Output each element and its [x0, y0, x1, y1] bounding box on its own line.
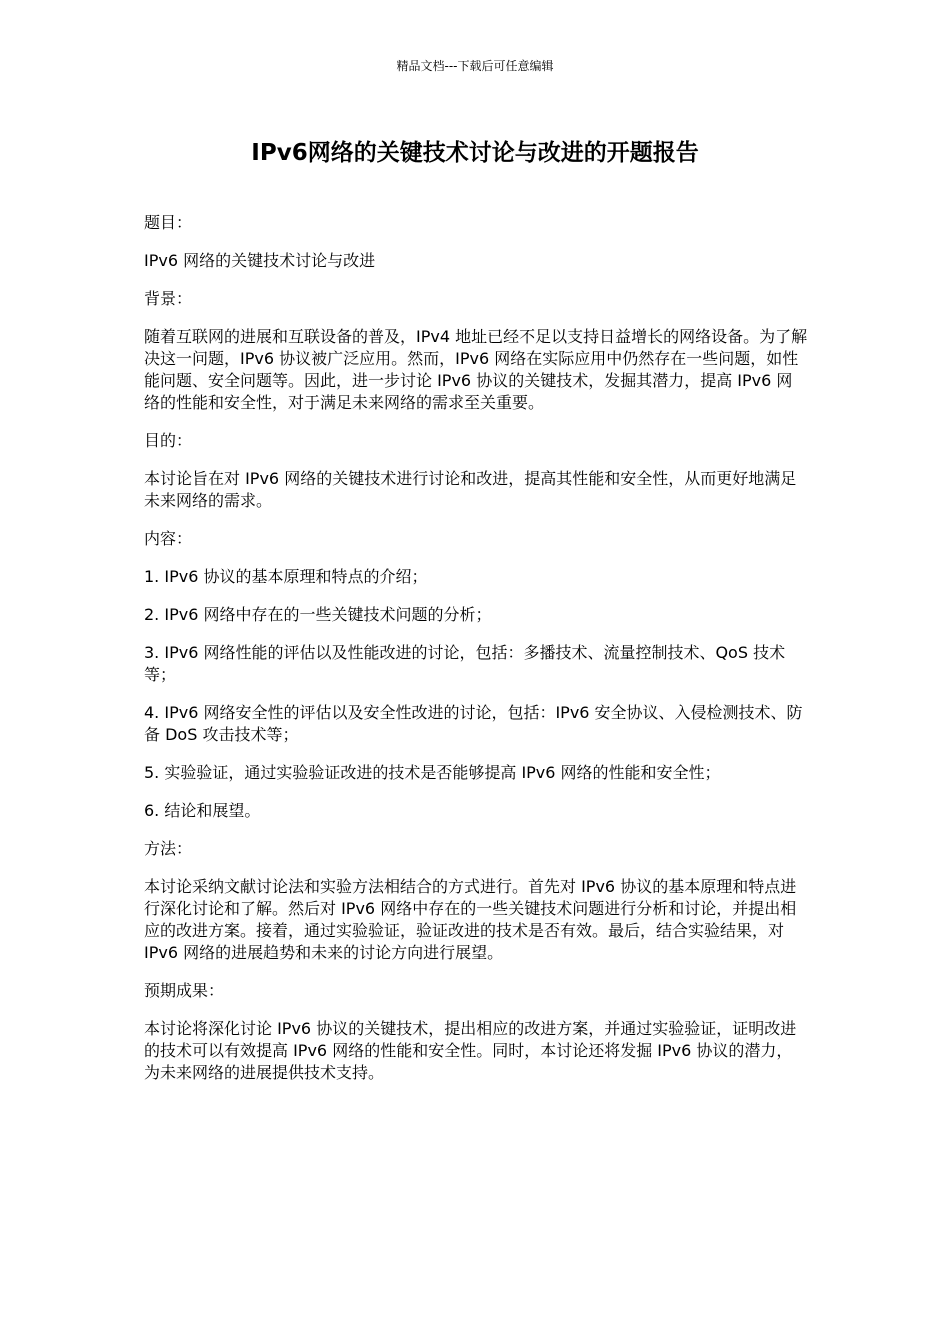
background-text: 随着互联网的进展和互联设备的普及，IPv4 地址已经不足以支持日益增长的网络设备。为了解决这一问题，IPv6 协议被广泛应用。然而，IPv6 网络在实际应用中仍然存在一些问题，如性能问题、安全问题等。因此，进一步讨论 IPv6 协议的关键技术，发掘其潜力，提高 IPv6 网络的性能和安全性，对于满足未来网络的需求至关重要。 — [144, 327, 808, 412]
document-body — [144, 212, 808, 1100]
document-title: IPv6网络的关键技术讨论与改进的开题报告 — [251, 140, 699, 166]
topic-text: IPv6 网络的关键技术讨论与改进 — [144, 251, 376, 270]
section-label-expected-results: 预期成果： — [144, 981, 225, 1000]
content-item-1: 1. IPv6 协议的基本原理和特点的介绍； — [144, 567, 428, 586]
section-label-topic: 题目： — [144, 213, 193, 232]
expected-results-text: 本讨论将深化讨论 IPv6 协议的关键技术，提出相应的改进方案，并通过实验验证，证明改进的技术可以有效提高 IPv6 网络的性能和安全性。同时，本讨论还将发掘 IPv6 协议的潜力，为未来网络的进展提供技术支持。 — [144, 1019, 797, 1082]
content-item-3: 3. IPv6 网络性能的评估以及性能改进的讨论，包括：多播技术、流量控制技术、QoS 技术等； — [144, 643, 786, 684]
content-item-2: 2. IPv6 网络中存在的一些关键技术问题的分析； — [144, 605, 492, 624]
section-label-background: 背景： — [144, 289, 193, 308]
method-text: 本讨论采纳文献讨论法和实验方法相结合的方式进行。首先对 IPv6 协议的基本原理和特点进行深化讨论和了解。然后对 IPv6 网络中存在的一些关键技术问题进行分析和讨论，并提出相应的改进方案。接着，通过实验验证，验证改进的技术是否有效。最后，结合实验结果，对 IPv6 网络的进展趋势和未来的讨论方向进行展望。 — [144, 877, 797, 962]
header-note: 精品文档---下载后可任意编辑 — [396, 59, 554, 73]
content-item-6: 6. 结论和展望。 — [144, 801, 261, 820]
purpose-text: 本讨论旨在对 IPv6 网络的关键技术进行讨论和改进，提高其性能和安全性，从而更好地满足未来网络的需求。 — [144, 469, 797, 510]
section-label-content: 内容： — [144, 529, 193, 548]
content-item-5: 5. 实验验证，通过实验验证改进的技术是否能够提高 IPv6 网络的性能和安全性； — [144, 763, 721, 782]
section-label-purpose: 目的： — [144, 431, 193, 450]
section-label-method: 方法： — [144, 839, 193, 858]
content-item-4: 4. IPv6 网络安全性的评估以及安全性改进的讨论，包括：IPv6 安全协议、入侵检测技术、防备 DoS 攻击技术等； — [144, 703, 803, 744]
